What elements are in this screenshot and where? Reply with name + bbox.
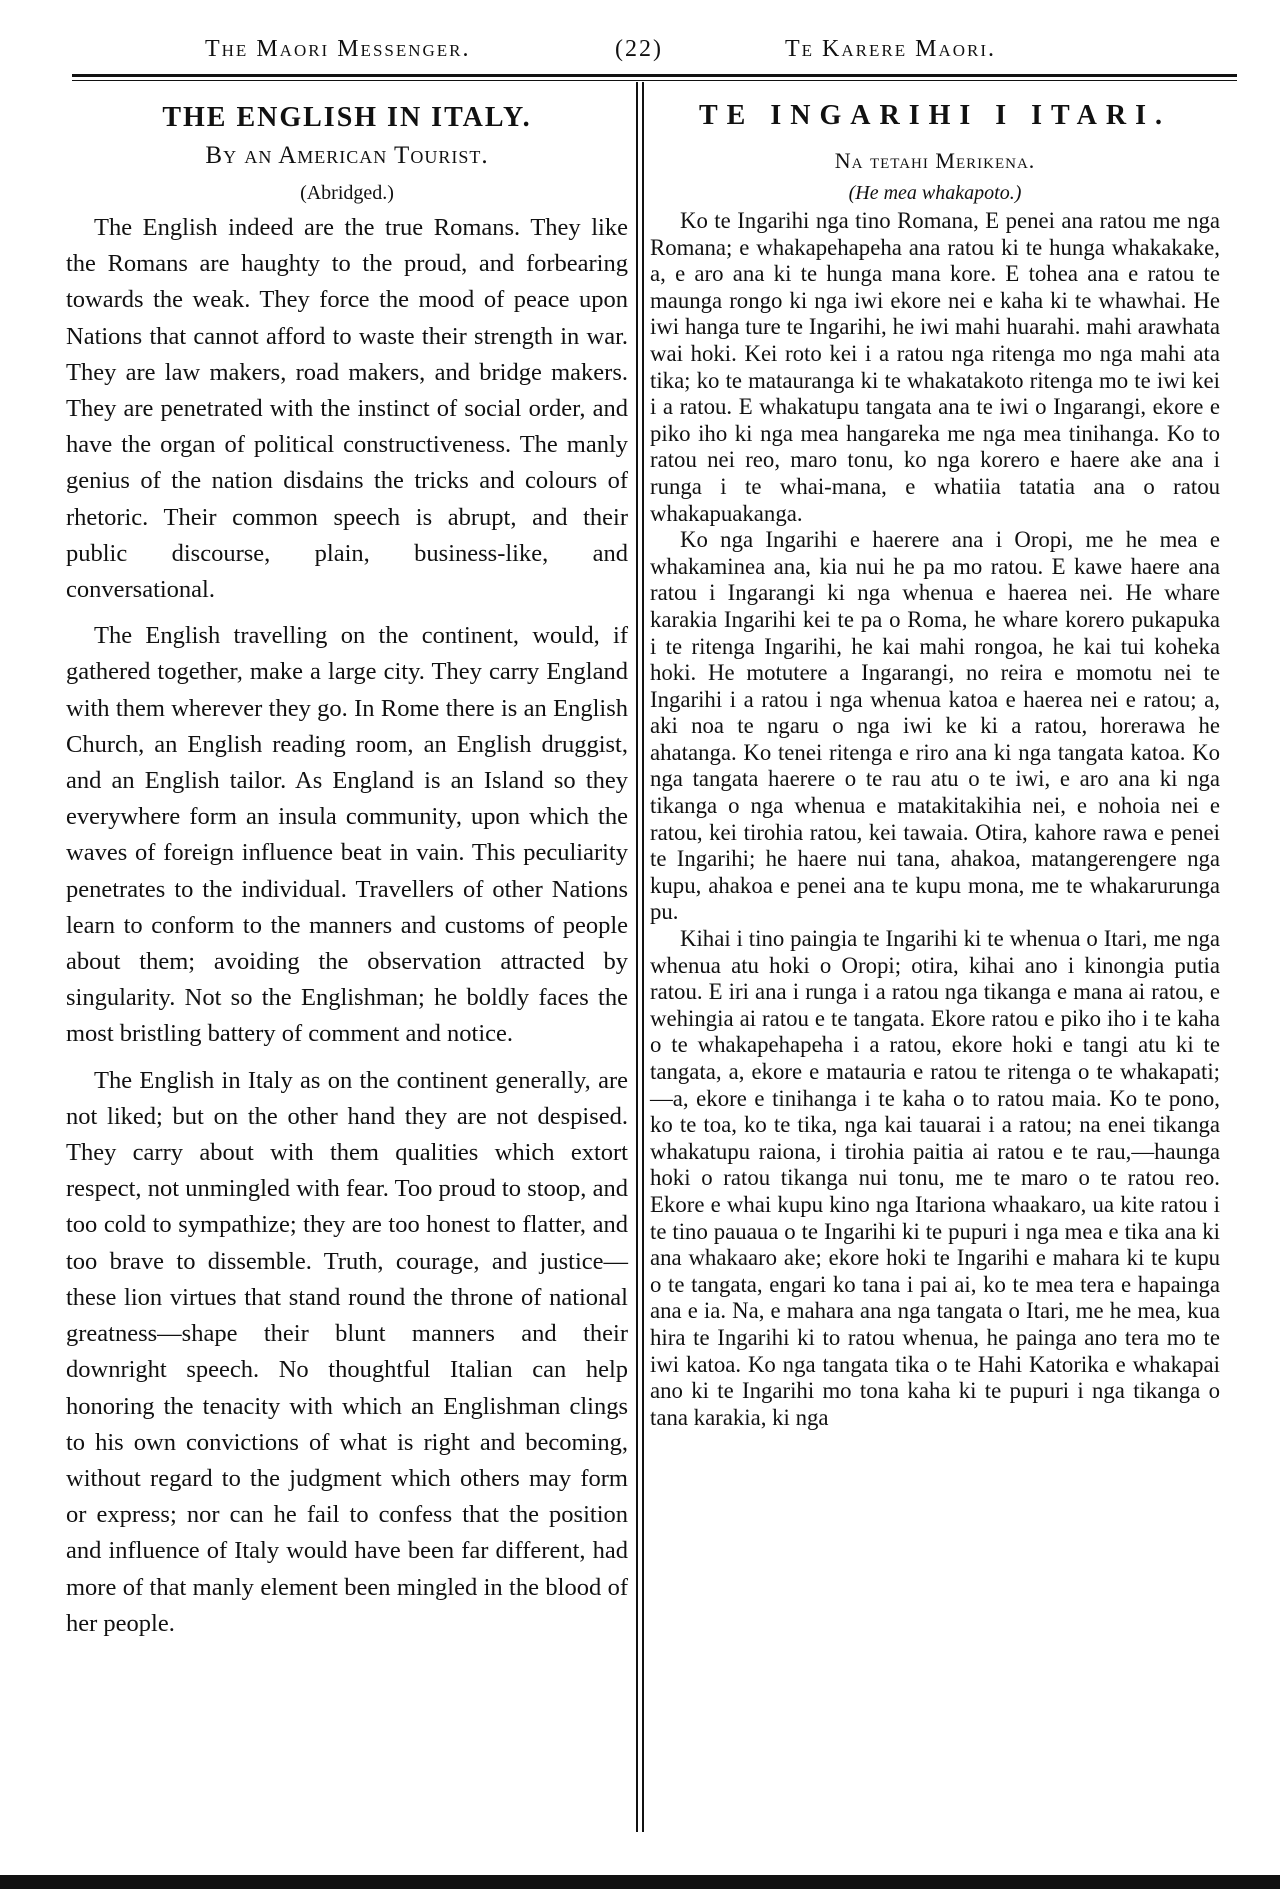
paragraph-english-1: The English indeed are the true Romans. They like the Romans are haughty to the proud, and forbearing towards the weak. They force the mood of peace upon Nations that cannot afford to waste their strength in war. They are law makers, road makers, and bridge makers. They are penetrated with the instinct of social order, and have the organ of political constructiveness. The manly genius of the nation disdains the tricks and colours of rhetoric. Their common speech is abrupt, and their public discourse, plain, business-like, and conversational. xyxy=(66,214,628,604)
paragraph-english-3: The English in Italy as on the continent generally, are not liked; but on the other hand they are not despised. They carry about with them qualities which extort respect, not unmingled with fear. Too proud to stoop, and too cold to sympathize; they are too honest to flatter, and too brave to dissemble. Truth, courage, and justice—these lion virtues that stand round the throne of national greatness—shape their blunt manners and their downright speech. No thoughtful Italian can help honoring the tenacity with which an Englishman clings to his own convictions of what is right and becoming, without regard to the judgment which others may form or express; nor can he fail to confess that the position and influence of Italy would have been far different, had more of that manly element been mingled in the blood of her people. xyxy=(66,1066,628,1637)
header-english-title: The Maori Messenger. xyxy=(205,36,471,62)
header-rule-thin xyxy=(72,80,1237,81)
maori-column xyxy=(650,100,1220,1431)
page-number: (22) xyxy=(615,36,663,62)
column-divider-inner xyxy=(642,82,644,1832)
byline-maori: Na tetahi Merikena. xyxy=(834,148,1036,173)
header-rule-thick xyxy=(72,74,1237,77)
page-bottom-border xyxy=(0,1875,1280,1889)
paragraph-maori-1: Ko te Ingarihi nga tino Romana, E penei ana ratou me nga Romana; e whakapehapeha ana ratou ki te hunga whakakake, a, e aro ana ki te hunga mana kore. E tohea ana e ratou te maunga rongo ki nga iwi ekore nei e kaha ki te whawhai. He iwi hanga ture te Ingarihi, he iwi mahi huarahi. mahi arawhata wai hoki. Kei roto kei i a ratou nga ritenga mo nga mahi ata tika; ko te matauranga ki te whakatakoto ritenga mo te iwi kei i a ratou. E whakatupu tangata ana te iwi o Ingarangi, ekore e piko iho ki nga mea hangareka me nga mea tinihanga. Ko to ratou nei reo, maro tonu, ko nga korero e haere ake ana i runga i te whai-mana, e whatiia tatatia ana o ratou whakapuakanga. xyxy=(650,208,1220,526)
article-title-maori: TE INGARIHI I ITARI. xyxy=(699,100,1171,131)
paragraph-maori-3: Kihai i tino paingia te Ingarihi ki te whenua o Itari, me nga whenua atu hoki o Oropi; otira, kihai ano i kinongia putia ratou. E iri ana i runga i a ratou nga tikanga e mana ai ratou, e wehingia ai ratou e te tangata. Ekore ratou e piko iho i te kaha o te whakapehapeha i a ratou, ekore hoki e tangi atu ki te tangata, a, ekore e matauria e ratou te ritenga o te whakapati;—a, ekore e tinihanga i te kaha o to ratou maia. Ko te pono, ko te toa, ko te tika, nga kai tauarai i a ratou; na enei tikanga whakatupu raiona, i tirohia paitia ai ratou e te rau,—haunga hoki o ratou tikanga nui tonu, me te maro o te ratou reo. Ekore e whai kupu kino nga Itariona whaakaro, ua kite ratou i te tino pauaua o te Ingarihi ki te pupuri i nga mea e tika ana ki ana whakaaro ake; ekore hoki te Ingarihi e mahara ki te kupu o te tangata, engari ko tana i pai ai, ko te mea tera e hapainga ana e ia. Na, e mahara ana nga tangata o Itari, me he mea, kua hira te Ingarihi ki to ratou whenua, he painga ano tera mo te iwi katoa. Ko nga tangata tika o te Hahi Katorika e whakapai ano ki te Ingarihi mo tona kaha ki te pupuri i nga tikanga o tana karakia, ki nga xyxy=(650,926,1220,1430)
column-divider xyxy=(636,82,638,1832)
paragraph-english-2: The English travelling on the continent, would, if gathered together, make a large city. They carry England with them wherever they go. In Rome there is an English Church, an English reading room, an English druggist, and an English tailor. As England is an Island so they everywhere form an insula community, upon which the waves of foreign influence beat in vain. This peculiarity penetrates to the individual. Travellers of other Nations learn to conform to the manners and customs of people about them; avoiding the observation attracted by singularity. Not so the Englishman; he boldly faces the most bristling battery of comment and notice. xyxy=(66,622,628,1048)
byline-english: By an American Tourist. xyxy=(205,142,489,169)
english-column xyxy=(66,100,628,1642)
header-maori-title: Te Karere Maori. xyxy=(785,36,996,62)
paragraph-maori-2: Ko nga Ingarihi e haerere ana i Oropi, me he mea e whakaminea ana, kia nui he pa mo ratou. E kawe haere ana ratou i Ingarangi ki nga whenua e haerea nei. He whare karakia Ingarihi kei te pa o Roma, he whare korero pukapuka i te ritenga Ingarihi, he kai mahi rongoa, he kai tui koheka hoki. He motutere a Ingarangi, no reira e momotu nei te Ingarihi i a ratou i nga whenua katoa e haerea nei e ratou; a, aki noa te ngaru o nga iwi ke ki a ratou, horerawa he ahatanga. Ko tenei ritenga e riro ana ki nga tangata katoa. Ko nga tangata haerere o te rau atu o te iwi, e aro ana ki nga tikanga o nga whenua e matakitakihia nei, e nohoia nei e ratou, kei tirohia ratou, kei tawaia. Otira, kahore rawa e penei te Ingarihi; he haere nui tana, ahakoa, matangerengere nga kupu, ahakoa e penei ana te kupu mona, me te whakarurunga pu. xyxy=(650,527,1220,925)
article-title-english: THE ENGLISH IN ITALY. xyxy=(162,102,532,133)
page-header xyxy=(60,36,1240,72)
note-maori: (He mea whakapoto.) xyxy=(848,182,1022,204)
note-english: (Abridged.) xyxy=(300,182,394,204)
